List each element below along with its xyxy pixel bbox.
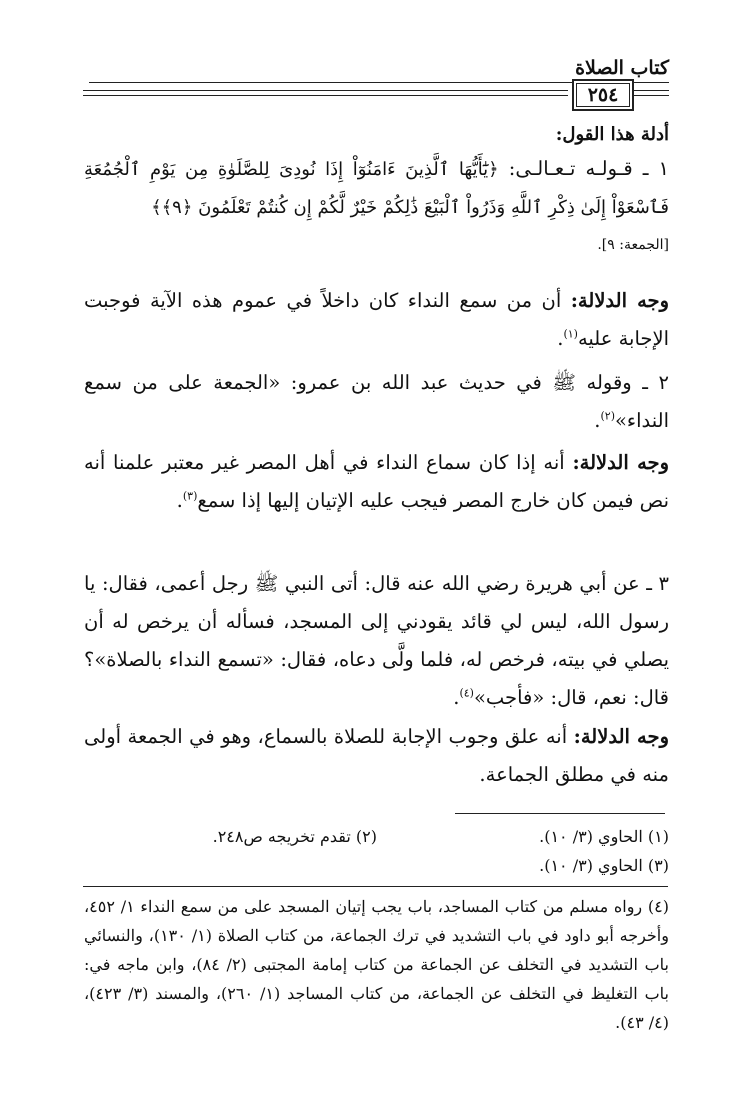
indication-3-text: أنه علق وجوب الإجابة للصلاة بالسماع، وهو في الجمعة أولى منه في مطلق الجماعة.	[84, 725, 669, 786]
evidence-3	[84, 565, 669, 717]
footnote-ref-3[interactable]: (٣)	[182, 489, 198, 503]
indication-3	[84, 718, 669, 794]
indication-1-label: وجه الدلالة:	[570, 289, 670, 312]
footnote-ref-4[interactable]: (٤)	[459, 686, 474, 700]
evidence-3-end: .	[453, 686, 460, 709]
evidence-2	[84, 364, 669, 440]
footnote-3: (٣) الحاوي (٣/ ١٠).	[539, 856, 669, 875]
indication-2-label: وجه الدلالة:	[572, 451, 669, 474]
footnote-ref-1[interactable]: (١)	[563, 327, 578, 341]
evidence-3-text: ٣ ـ عن أبي هريرة رضي الله عنه قال: أتى النبي ﷺ رجل أعمى، فقال: يا رسول الله، ليس لي قائد يقودني إلى المسجد، فسأله أن يرخص له أن يصلي في بيته، فرخص له، فلما ولَّى دعاه، فقال: «تسمع النداء بالصلاة»؟ قال: نعم، قال: «فأجب»	[84, 572, 669, 709]
indication-2-text: أنه إذا كان سماع النداء في أهل المصر غير معتبر علمنا أنه نص فيمن كان خارج المصر فيجب عليه الإتيان إليها إذا سمع	[84, 451, 669, 512]
indication-1-end: .	[557, 327, 564, 350]
footnote-4: (٤) رواه مسلم من كتاب المساجد، باب يجب إتيان المسجد على من سمع النداء ١/ ٤٥٢، وأخرجه أبو داود في باب التشديد في ترك الجماعة، من كتاب الصلاة (١/ ١٣٠)، والنسائي باب التشديد في التخلف عن الجماعة من كتاب إمامة المجتبى (٢/ ٨٤)، وابن ماجه في: باب التغليظ في التخلف عن الجماعة، من كتاب المساجد (١/ ٢٦٠)، والمسند (٣/ ٤٢٣)، (٤/ ٤٣).	[84, 897, 670, 1032]
page-number-rule-top	[83, 90, 568, 91]
page-number: ٢٥٤	[572, 79, 634, 111]
quran-verse: ﴿يَٰٓأَيُّهَا ٱلَّذِينَ ءَامَنُوٓاْ إِذَا نُودِىَ لِلصَّلَوٰةِ مِن يَوْمِ ٱلْجُمُعَةِ فَٱسْعَوْاْ إِلَىٰ ذِكْرِ ٱللَّهِ وَذَرُواْ ٱلْبَيْعَ ذَٰلِكُمْ خَيْرٌ لَّكُمْ إِن كُنتُمْ تَعْلَمُونَ ﴿٩﴾﴾	[84, 159, 669, 218]
evidence-1-intro: ١ ـ قـولـه تـعـالـى:	[498, 157, 669, 180]
section-heading: أدلة هذا القول:	[555, 124, 669, 145]
verse-citation: [الجمعة: ٩].	[597, 237, 669, 253]
page-number-rule-bottom	[83, 95, 568, 96]
footnote-row-1	[84, 822, 669, 851]
evidence-2-end: .	[594, 409, 601, 432]
page-number-rule-right-top	[634, 90, 669, 91]
footnote-ref-2[interactable]: (٢)	[600, 409, 615, 423]
indication-2	[84, 444, 669, 520]
footnote-2: (٢) تقدم تخريجه ص٢٤٨.	[212, 827, 377, 846]
indication-2-end: .	[176, 489, 183, 512]
evidence-2-text: ٢ ـ وقوله ﷺ في حديث عبد الله بن عمرو: «الجمعة على من سمع النداء»	[84, 371, 669, 432]
indication-1	[84, 282, 669, 358]
footnote-1: (١) الحاوي (٣/ ١٠).	[539, 827, 669, 846]
footnote-divider	[83, 886, 668, 887]
footnotes	[84, 822, 669, 880]
evidence-1	[84, 150, 669, 264]
page-number-rule-right-bottom	[634, 95, 669, 96]
running-title: كتاب الصلاة	[575, 57, 669, 79]
footnote-separator	[455, 813, 665, 814]
indication-3-label: وجه الدلالة:	[573, 725, 669, 748]
indication-1-text: أن من سمع النداء كان داخلاً في عموم هذه الآية فوجبت الإجابة عليه	[84, 289, 669, 350]
